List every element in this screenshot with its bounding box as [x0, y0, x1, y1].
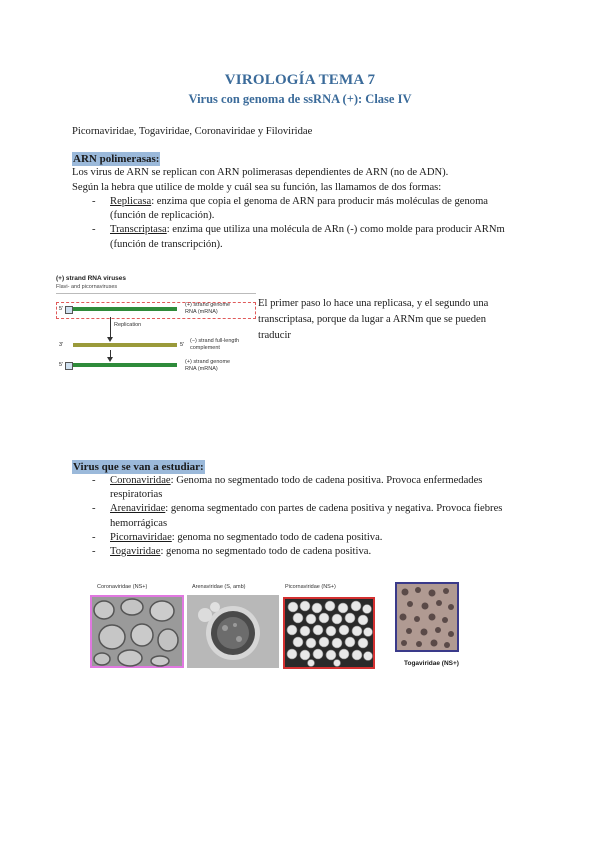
strand-end-label: 5' — [180, 342, 185, 348]
viruses-heading: Virus que se van a estudiar: — [73, 461, 204, 473]
arrow-1-head — [107, 337, 113, 342]
item-continuation: respiratorias — [110, 489, 163, 501]
item-text: : enzima que utiliza una molécula de ARn (-) como molde para producir ARNm — [166, 224, 505, 236]
strand-end-label: 5' — [59, 362, 64, 368]
label-mid-1: (−) strand full-length — [190, 338, 240, 344]
label-top-1: (+) strand genome — [185, 302, 231, 308]
side-note-3: traducir — [258, 330, 291, 341]
side-note-2: transcriptasa, porque da lugar a ARNm que se pueden — [258, 314, 486, 325]
rna-replication-diagram — [56, 275, 256, 375]
term-coronaviridae: Coronaviridae — [110, 475, 171, 486]
item-text: : enzima que copia el genoma de ARN para producir más moléculas de genoma — [151, 196, 489, 207]
label-top-2: RNA (mRNA) — [185, 309, 218, 315]
diagram-subtitle: Flavi- and picornaviruses — [56, 284, 118, 290]
label-mid-2: complement — [190, 345, 220, 351]
item-text: : genoma no segmentado todo de cadena positiva. — [160, 546, 372, 558]
term-transcriptasa: Transcriptasa — [110, 224, 167, 236]
diagram-rule — [56, 293, 256, 294]
term-arenaviridae: Arenaviridae — [110, 503, 166, 515]
list-item: - Coronaviridae: Genoma no segmentado todo de cadena positiva. Provoca enfermedades respiratorias — [92, 475, 483, 501]
picornaviridae-micrograph — [283, 597, 375, 669]
side-note-1: El primer paso lo hace una replicasa, y el segundo una — [258, 298, 489, 309]
corona-label: Coronaviridae (NS+) — [97, 584, 148, 590]
list-item: - Picornaviridae: genoma no segmentado todo de cadena positiva. — [92, 531, 383, 543]
strand-end-label: 3' — [59, 342, 64, 348]
coronaviridae-micrograph — [90, 595, 184, 668]
plus-strand-top — [73, 307, 177, 311]
term-replicasa: Replicasa — [110, 196, 152, 207]
vpg-icon — [65, 362, 73, 370]
list-item: - Togaviridae: genoma no segmentado todo de cadena positiva. — [92, 546, 372, 558]
item-continuation: (función de transcripción). — [110, 238, 223, 250]
item-text: : genoma no segmentado todo de cadena positiva. — [171, 531, 383, 543]
term-togaviridae: Togaviridae — [110, 546, 161, 558]
vpg-icon — [65, 306, 73, 314]
item-continuation: hemorrágicas — [110, 517, 168, 529]
togaviridae-micrograph — [395, 582, 459, 652]
arrow-1 — [110, 317, 111, 339]
list-item: - Arenaviridae: genoma segmentado con partes de cadena positiva y negativa. Provoca fiebres hemorrágicas — [92, 503, 503, 529]
label-bot-2: RNA (mRNA) — [185, 366, 218, 372]
arn-heading: ARN polimerasas: — [73, 153, 160, 165]
page-title: VIROLOGÍA TEMA 7 — [224, 72, 376, 88]
arn-list — [92, 195, 532, 252]
item-text: : genoma segmentado con partes de cadena positiva y negativa. Provoca fiebres — [165, 503, 503, 515]
term-picornaviridae: Picornaviridae — [110, 531, 172, 543]
item-continuation: (función de replicación). — [110, 210, 215, 222]
arn-line-2: Según la hebra que utilice de molde y cuál sea su función, las llamamos de dos formas: — [72, 182, 442, 193]
arenaviridae-micrograph — [187, 595, 279, 668]
togaviridae-caption: Togaviridae (NS+) — [404, 660, 459, 667]
diagram-title: (+) strand RNA viruses — [56, 275, 127, 282]
arrow-2-head — [107, 357, 113, 362]
arn-line-1: Los virus de ARN se replican con ARN polimerasas dependientes de ARN (no de ADN). — [72, 167, 449, 178]
strand-end-label: 5' — [59, 306, 64, 312]
picorna-label: Picornaviridae (NS+) — [285, 584, 336, 590]
minus-strand — [73, 343, 177, 347]
replication-label: Replication — [114, 322, 142, 328]
viruses-list — [92, 474, 542, 559]
page-subtitle: Virus con genoma de ssRNA (+): Clase IV — [188, 92, 412, 106]
label-bot-1: (+) strand genome — [185, 359, 231, 365]
families-line: Picornaviridae, Togaviridae, Coronaviridae y Filoviridae — [72, 126, 313, 137]
item-text: : Genoma no segmentado todo de cadena positiva. Provoca enfermedades — [170, 475, 483, 486]
list-item: - Transcriptasa: enzima que utiliza una molécula de ARn (-) como molde para producir ARNm (función de transcripción). — [92, 224, 505, 250]
list-item: - Replicasa: enzima que copia el genoma de ARN para producir más moléculas de genoma (función de replicación). — [92, 196, 489, 222]
arena-label: Arenaviridae (S, amb) — [192, 584, 246, 590]
plus-strand-bottom — [73, 363, 177, 367]
